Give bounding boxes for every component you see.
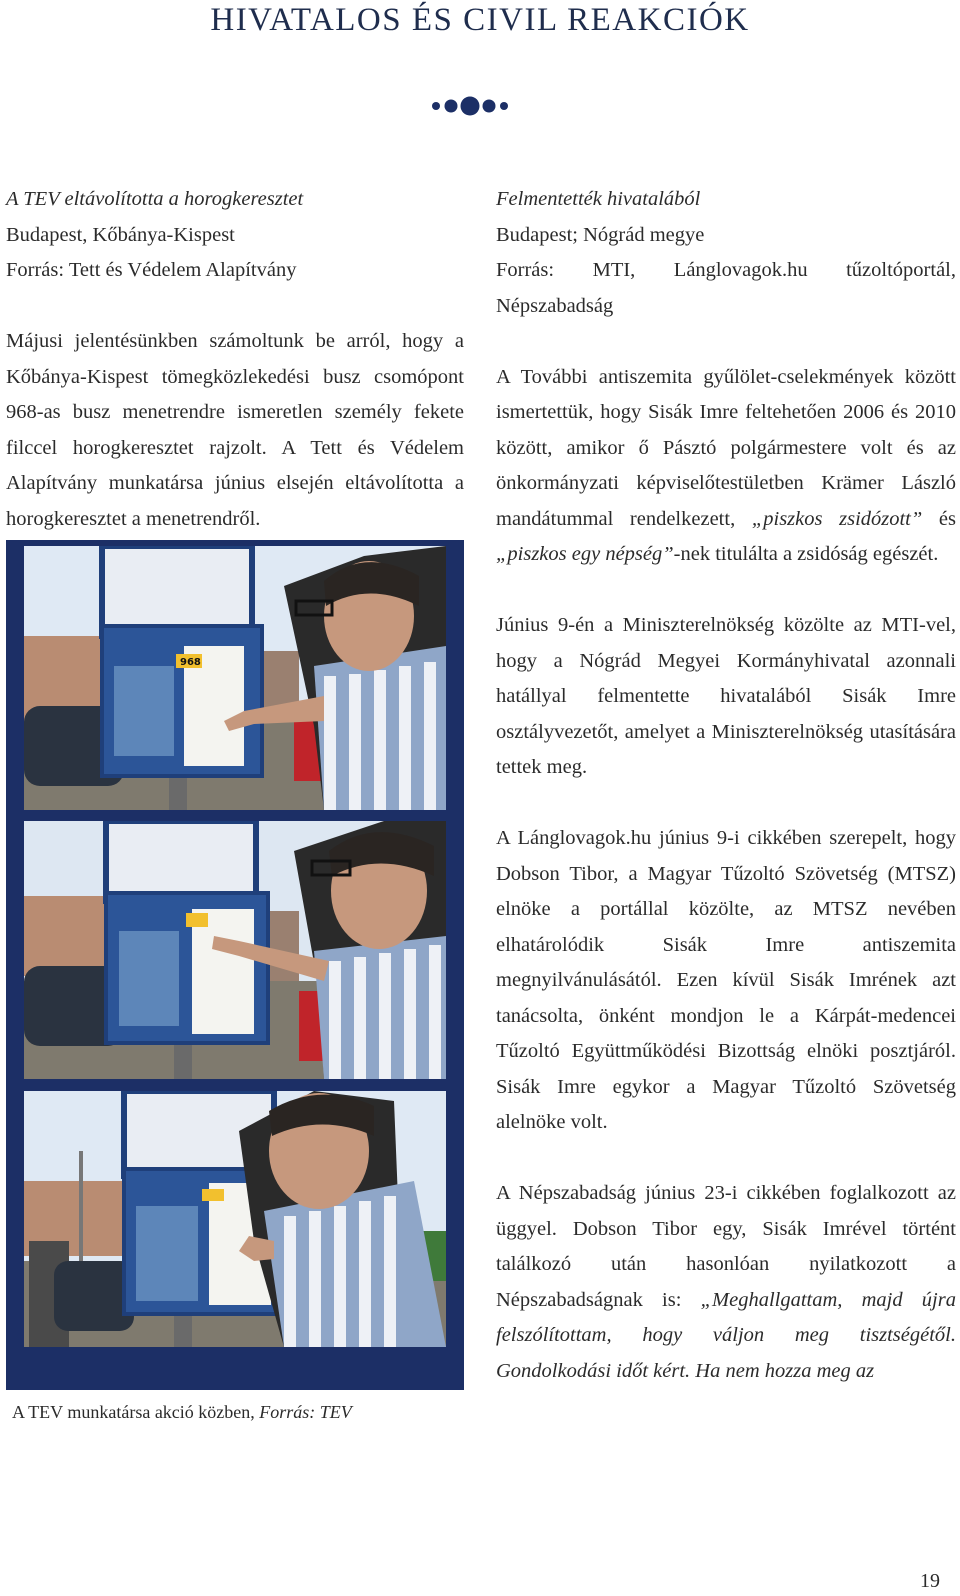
bus-number-label: 968 bbox=[180, 657, 201, 668]
right-column bbox=[496, 182, 956, 1389]
page-number: 19 bbox=[920, 1570, 940, 1592]
photo-collage bbox=[6, 540, 464, 1390]
article-source: Forrás: MTI, Lánglovagok.hu tűzoltóportál, Népszabadság bbox=[496, 259, 956, 317]
photo-caption bbox=[12, 1402, 352, 1423]
article-heading: A TEV eltávolította a horogkeresztet bbox=[6, 188, 304, 210]
article-location: Budapest; Nógrád megye bbox=[496, 223, 705, 246]
caption-text: A TEV munkatársa akció közben, bbox=[12, 1402, 260, 1422]
article-heading: Felmentették hivatalából bbox=[496, 188, 701, 210]
photo-2 bbox=[24, 821, 446, 1079]
quote-2: „piszkos egy népség” bbox=[496, 543, 674, 565]
article-body: Májusi jelentésünkben számoltunk be arról, hogy a Kőbánya-Kispest tömegközlekedési busz csomópont 968-as busz menetrendre ismeretlen személy fekete filccel horogkeresztet rajzolt. A Tett és Védelem Alapítvány munkatársa június elsején eltávolította a horogkeresztet a menetrendről. bbox=[6, 330, 464, 530]
quote-3: „Meghallgattam, majd újra felszólítottam, hogy váljon meg tisztségétől. Gondolkodási időt kért. Ha nem hozza meg az bbox=[496, 1288, 956, 1382]
paragraph-4: A Népszabadság június 23-i cikkében foglalkozott az üggyel. Dobson Tibor egy, Sisák Imrével történt találkozó után hasonlóan nyilatkozott a Népszabadságnak is: „Meghallgattam, majd újra felszólítottam, hogy váljon meg tisztségétől. Gondolkodási időt kért. Ha nem hozza meg az bbox=[496, 1182, 956, 1382]
caption-source: Forrás: TEV bbox=[259, 1402, 352, 1422]
paragraph-2: Június 9-én a Miniszterelnökség közölte az MTI-vel, hogy a Nógrád Megyei Kormányhivatal azonnali hatállyal felmentette hivatalából Sisák Imre osztályvezetőt, amelyet a Miniszterelnökség utasítására tettek meg. bbox=[496, 614, 956, 778]
article-source: Forrás: Tett és Védelem Alapítvány bbox=[6, 259, 297, 281]
photo-3 bbox=[24, 1091, 446, 1347]
paragraph-1: A További antiszemita gyűlölet-cselekmények között ismertettük, hogy Sisák Imre feltehetően 2006 és 2010 között, amikor ő Pásztó polgármestere volt és az önkormányzati képviselőtestületben Krämer László mandátummal rendelkezett, „piszkos zsidózott” és „piszkos egy népség”-nek titulálta a zsidóság egészét. bbox=[496, 365, 956, 565]
quote-1: „piszkos zsidózott” bbox=[751, 507, 923, 530]
article-location: Budapest, Kőbánya-Kispest bbox=[6, 223, 235, 246]
page-title: HIVATALOS ÉS CIVIL REAKCIÓK bbox=[210, 2, 750, 38]
photo-1 bbox=[24, 546, 446, 810]
dots-ornament-icon bbox=[430, 92, 530, 122]
paragraph-3: A Lánglovagok.hu június 9-i cikkében szerepelt, hogy Dobson Tibor, a Magyar Tűzoltó Szövetség (MTSZ) elnöke a portállal közölte, az MTSZ nevében elhatárolódik Sisák Imre antiszemita megnyilvánulásától. Ezen kívül Sisák Imrének azt tanácsolta, önként mondjon le a Kárpát-medencei Tűzoltó Együttműködési Bizottság elnöki posztjáról. Sisák Imre egykor a Magyar Tűzoltó Szövetség alelnöke volt. bbox=[496, 827, 956, 1133]
left-column bbox=[6, 182, 464, 537]
